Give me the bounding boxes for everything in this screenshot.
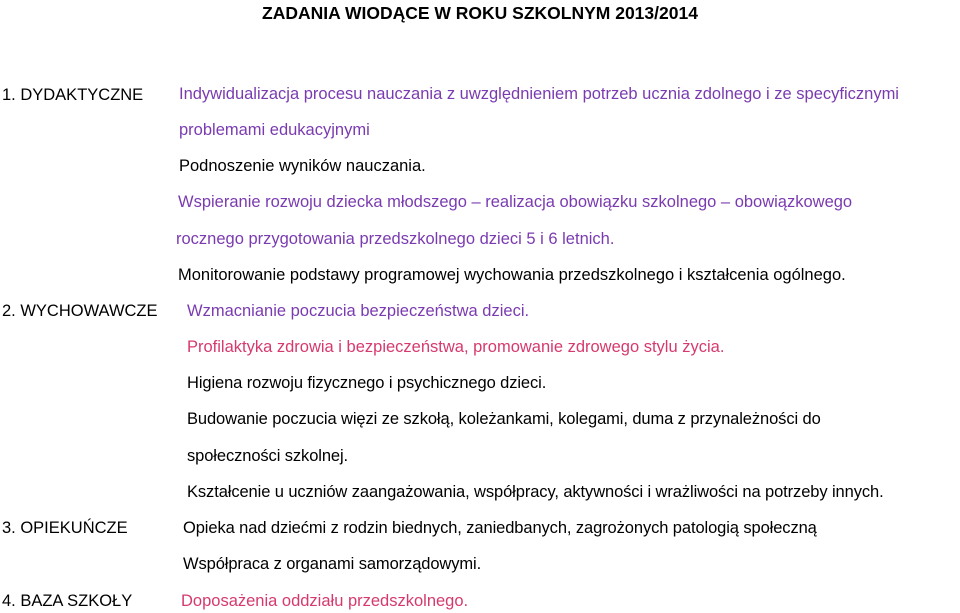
task-line: Współpraca z organami samorządowymi. <box>183 555 482 573</box>
task-line: Kształcenie u uczniów zaangażowania, współpracy, aktywności i wrażliwości na potrzeby innych. <box>187 483 884 501</box>
task-line: Higiena rozwoju fizycznego i psychicznego dzieci. <box>187 374 547 392</box>
task-line: Podnoszenie wyników nauczania. <box>179 157 426 175</box>
task-line: rocznego przygotowania przedszkolnego dzieci 5 i 6 letnich. <box>176 230 615 248</box>
task-line: Monitorowanie podstawy programowej wychowania przedszkolnego i kształcenia ogólnego. <box>178 266 846 284</box>
task-line: Profilaktyka zdrowia i bezpieczeństwa, promowanie zdrowego stylu życia. <box>187 338 725 356</box>
section-label-wychowawcze: 2. WYCHOWAWCZE <box>2 302 158 320</box>
task-line: Doposażenia oddziału przedszkolnego. <box>181 592 469 610</box>
task-line: Budowanie poczucia więzi ze szkołą, koleżankami, kolegami, duma z przynależności do <box>187 410 821 428</box>
task-line: Indywidualizacja procesu nauczania z uwzględnieniem potrzeb ucznia zdolnego i ze specyficznymi <box>179 85 899 103</box>
task-line: Wspieranie rozwoju dziecka młodszego – realizacja obowiązku szkolnego – obowiązkowego <box>178 193 853 211</box>
task-line: problemami edukacyjnymi <box>179 121 370 139</box>
task-line: Wzmacnianie poczucia bezpieczeństwa dzieci. <box>187 302 530 320</box>
section-label-opiekuncze: 3. OPIEKUŃCZE <box>2 519 128 537</box>
page-title: ZADANIA WIODĄCE W ROKU SZKOLNYM 2013/2014 <box>262 3 698 23</box>
task-line: społeczności szkolnej. <box>187 447 349 465</box>
task-line: Opieka nad dziećmi z rodzin biednych, zaniedbanych, zagrożonych patologią społeczną <box>183 519 817 537</box>
section-label-dydaktyczne: 1. DYDAKTYCZNE <box>2 86 144 104</box>
section-label-baza-szkoly: 4. BAZA SZKOŁY <box>2 592 133 610</box>
